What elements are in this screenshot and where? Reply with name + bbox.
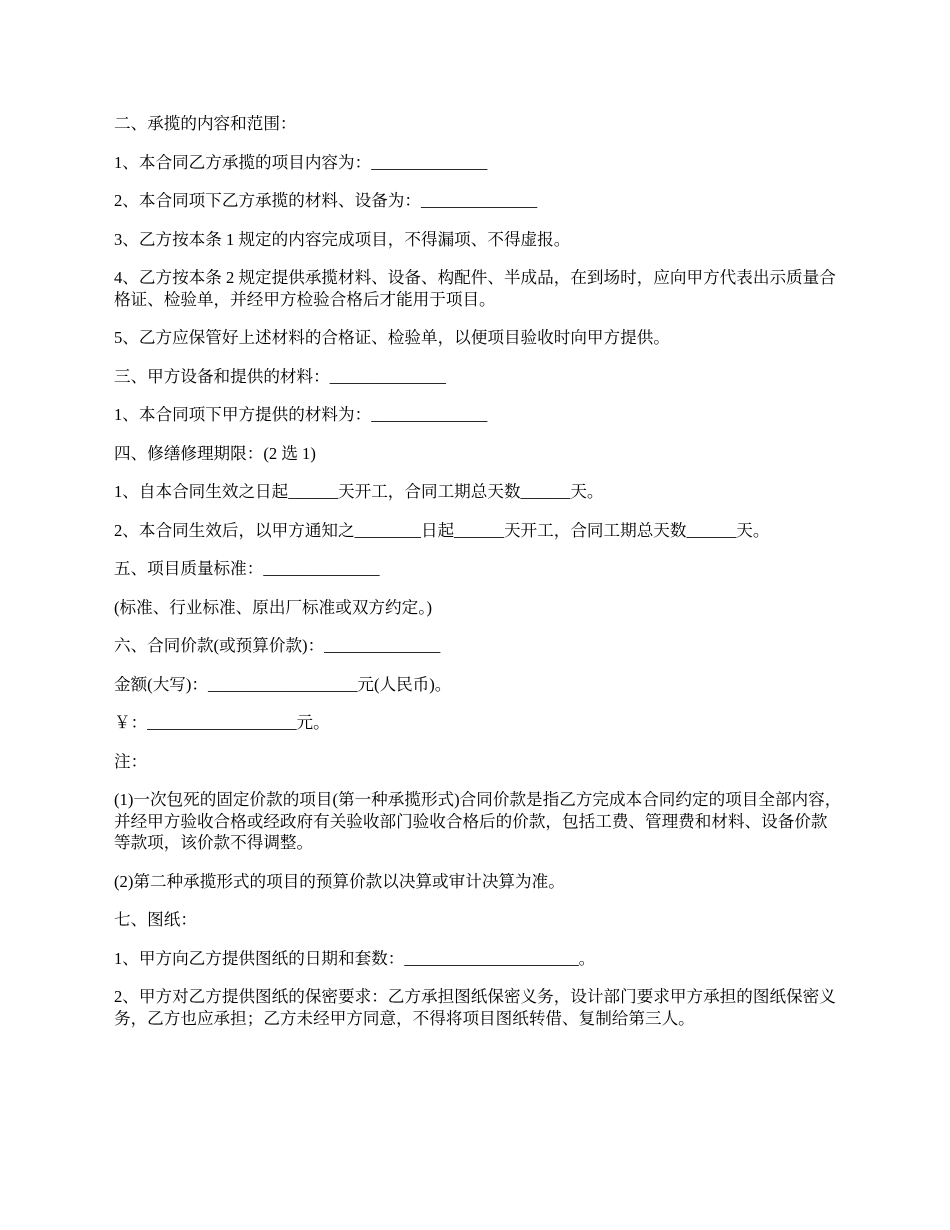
clause-party-a-materials: 1、本合同项下甲方提供的材料为：______________ (114, 405, 488, 424)
clause-amount-figures: ￥：__________________元。 (114, 713, 330, 732)
clause-period-option-1: 1、自本合同生效之日起______天开工，合同工期总天数______天。 (114, 482, 604, 501)
clause-project-content: 1、本合同乙方承揽的项目内容为：______________ (114, 152, 488, 172)
clause-keep-certificates: 5、乙方应保管好上述材料的合格证、检验单，以便项目验收时向甲方提供。 (114, 328, 670, 347)
clause-drawings-confidentiality: 2、甲方对乙方提供图纸的保密要求：乙方承担图纸保密义务，设计部门要求甲方承担的图纸保密义务，乙方也应承担；乙方未经甲方同意，不得将项目图纸转借、复制给第三人。 (114, 987, 836, 1028)
clause-drawings-date: 1、甲方向乙方提供图纸的日期和套数：_____________________。 (114, 948, 596, 968)
note-budget-price: (2)第二种承揽形式的项目的预算价款以决算或审计决算为准。 (114, 871, 565, 891)
note-heading: 注： (114, 751, 148, 771)
clause-complete-project: 3、乙方按本条 1 规定的内容完成项目，不得漏项、不得虚报。 (114, 229, 571, 249)
section-heading-repair-period: 四、修缮修理期限：(2 选 1) (114, 443, 316, 463)
clause-quality-note: (标准、行业标准、原出厂标准或双方约定。) (114, 597, 433, 617)
clause-period-option-2: 2、本合同生效后，以甲方通知之________日起______天开工，合同工期总天数______天。 (114, 520, 770, 540)
section-heading-contract-price: 六、合同价款(或预算价款)：______________ (114, 636, 441, 655)
section-heading-scope: 二、承揽的内容和范围： (114, 114, 297, 133)
section-heading-quality-standard: 五、项目质量标准：______________ (114, 559, 380, 578)
document-page (114, 113, 844, 1046)
section-heading-party-a-materials: 三、甲方设备和提供的材料：______________ (114, 366, 446, 386)
clause-provide-materials: 4、乙方按本条 2 规定提供承揽材料、设备、构配件、半成品，在到场时，应向甲方代表出示质量合格证、检验单，并经甲方检验合格后才能用于项目。 (114, 268, 836, 309)
note-fixed-price: (1)一次包死的固定价款的项目(第一种承揽形式)合同价款是指乙方完成本合同约定的项目全部内容，并经甲方验收合格或经政府有关验收部门验收合格后的价款，包括工费、管理费和材料、设备价款等款项，该价款不得调整。 (114, 790, 842, 852)
clause-materials-equipment: 2、本合同项下乙方承揽的材料、设备为：______________ (114, 191, 538, 210)
clause-amount-words: 金额(大写)：__________________元(人民币)。 (114, 674, 452, 694)
section-heading-drawings: 七、图纸： (114, 910, 197, 929)
